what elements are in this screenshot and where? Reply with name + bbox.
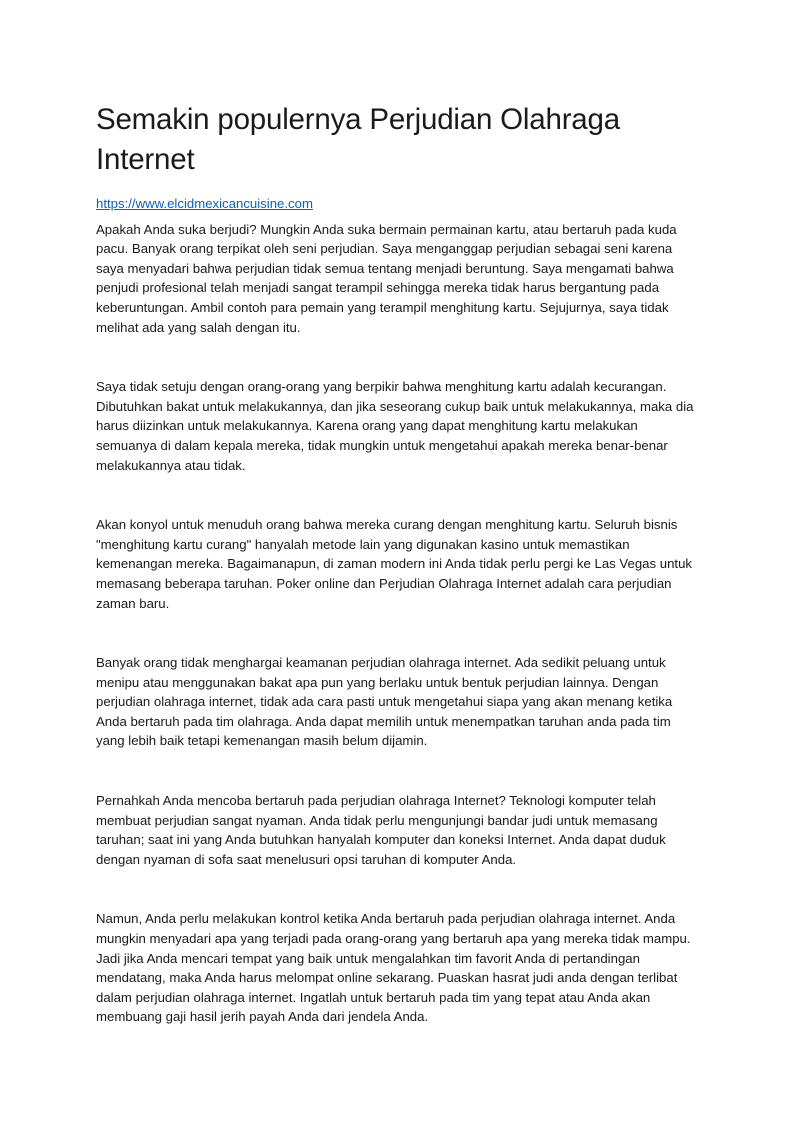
source-link[interactable]: https://www.elcidmexicancuisine.com xyxy=(96,196,313,211)
document-page xyxy=(96,100,700,1067)
paragraph-1: Apakah Anda suka berjudi? Mungkin Anda suka bermain permainan kartu, atau bertaruh pada kuda pacu. Banyak orang terpikat oleh seni perjudian. Saya menganggap perjudian sebagai seni karena saya menyadari bahwa perjudian tidak semua tentang menjadi beruntung. Saya mengamati bahwa penjudi profesional telah menjadi sangat terampil sehingga mereka tidak harus bergantung pada keberuntungan. Ambil contoh para pemain yang terampil menghitung kartu. Sejujurnya, saya tidak melihat ada yang salah dengan itu. xyxy=(96,221,677,335)
paragraph-3: Akan konyol untuk menuduh orang bahwa mereka curang dengan menghitung kartu. Seluruh bisnis "menghitung kartu curang" hanyalah metode lain yang digunakan kasino untuk memastikan kemenangan mereka. Bagaimanapun, di zaman modern ini Anda tidak perlu pergi ke Las Vegas untuk memasang beberapa taruhan. Poker online dan Perjudian Olahraga Internet adalah cara perjudian zaman baru. xyxy=(96,517,693,611)
paragraph-5: Pernahkah Anda mencoba bertaruh pada perjudian olahraga Internet? Teknologi komputer telah membuat perjudian sangat nyaman. Anda tidak perlu mengunjungi bandar judi untuk memasang taruhan; saat ini yang Anda butuhkan hanyalah komputer dan koneksi Internet. Anda dapat duduk dengan nyaman di sofa saat menelusuri opsi taruhan di komputer Anda. xyxy=(96,793,666,867)
document-title: Semakin populernya Perjudian Olahraga Internet xyxy=(96,103,620,176)
paragraph-6: Namun, Anda perlu melakukan kontrol ketika Anda bertaruh pada perjudian olahraga internet. Anda mungkin menyadari apa yang terjadi pada orang-orang yang bertaruh apa yang mereka tidak mampu. Jadi jika Anda mencari tempat yang baik untuk mengalahkan tim favorit Anda di pertandingan mendatang, maka Anda harus melompat online sekarang. Puaskan hasrat judi anda dengan terlibat dalam perjudian olahraga internet. Ingatlah untuk bertaruh pada tim yang tepat atau Anda akan membuang gaji hasil jerih payah Anda dari jendela Anda. xyxy=(96,911,691,1025)
paragraph-4: Banyak orang tidak menghargai keamanan perjudian olahraga internet. Ada sedikit peluang untuk menipu atau menggunakan bakat apa pun yang berlaku untuk bentuk perjudian lainnya. Dengan perjudian olahraga internet, tidak ada cara pasti untuk mengetahui siapa yang akan menang ketika Anda bertaruh pada tim olahraga. Anda dapat memilih untuk menempatkan taruhan anda pada tim yang lebih baik tetapi kemenangan masih belum dijamin. xyxy=(96,655,673,749)
paragraph-2: Saya tidak setuju dengan orang-orang yang berpikir bahwa menghitung kartu adalah kecurangan. Dibutuhkan bakat untuk melakukannya, dan jika seseorang cukup baik untuk melakukannya, maka dia harus diizinkan untuk melakukannya. Karena orang yang dapat menghitung kartu melakukan semuanya di dalam kepala mereka, tidak mungkin untuk mengetahui apakah mereka benar-benar melakukannya atau tidak. xyxy=(96,379,694,473)
